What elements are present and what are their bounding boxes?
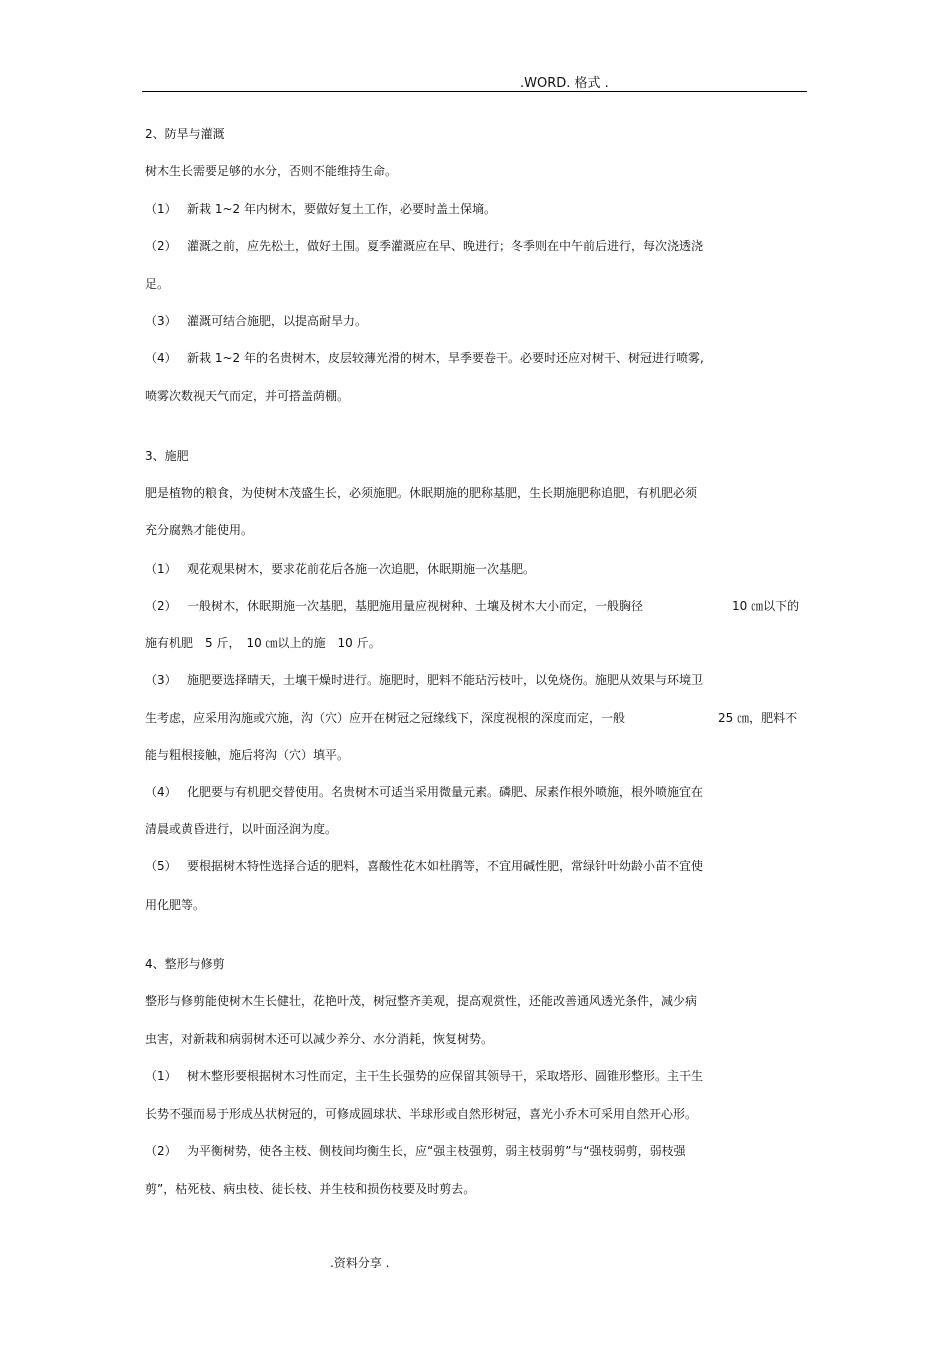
item-number: （2） [145, 599, 177, 613]
item-number: （1） [145, 1069, 177, 1083]
section-3-item-5-cont: 用化肥等。 [145, 898, 206, 912]
section-3-item-4-cont: 清晨或黄昏进行，以叶面泾润为度。 [145, 822, 338, 836]
item-number: （3） [145, 314, 177, 328]
item-number: （2） [145, 239, 177, 253]
page-footer: .资料分享 . [330, 1256, 390, 1270]
item-text: 灌溉之前，应先松土，做好土围。夏季灌溉应在早、晚进行；冬季则在中午前后进行，每次浇透浇 [187, 239, 704, 253]
section-2-title: 2、防旱与灌溉 [145, 127, 225, 141]
header-rule [142, 91, 807, 92]
section-3-intro-cont: 充分腐熟才能使用。 [145, 523, 254, 537]
section-2-item-2 [145, 238, 703, 254]
section-4-intro: 整形与修剪能使树木生长健壮，花艳叶茂，树冠整齐美观，提高观赏性，还能改善通风透光条件，减少病 [145, 994, 698, 1008]
item-text: 为平衡树势，使各主枝、侧枝间均衡生长，应“强主枝强剪，弱主枝弱剪”与“强枝弱剪，弱枝强 [187, 1144, 686, 1158]
section-3-intro: 肥是植物的粮食，为使树木茂盛生长，必须施肥。休眠期施的肥称基肥，生长期施肥称追肥，有机肥必须 [145, 486, 698, 500]
section-3-item-5 [145, 858, 703, 874]
item-number: （4） [145, 351, 177, 365]
item-text: 一般树木，休眠期施一次基肥，基肥施用量应视树种、土壤及树木大小而定，一般胸径 [187, 599, 644, 613]
section-3-item-3-right: 25 ㎝，肥料不 [718, 711, 798, 725]
item-number: （5） [145, 859, 177, 873]
item-text: 新栽 1~2 年的名贵树木，皮层较薄光滑的树木，旱季要卷干。必要时还应对树干、树冠进行喷雾, [187, 351, 704, 365]
item-text: 化肥要与有机肥交替使用。名贵树木可适当采用微量元素。磷肥、尿素作根外喷施，根外喷施宜在 [187, 785, 704, 799]
item-text: 观花观果树木，要求花前花后各施一次追肥，休眠期施一次基肥。 [187, 562, 536, 576]
section-3-title: 3、施肥 [145, 449, 189, 463]
item-number: （4） [145, 785, 177, 799]
section-3-item-3-cont2: 能与粗根接触，施后将沟（穴）填平。 [145, 748, 350, 762]
section-4-title: 4、整形与修剪 [145, 957, 225, 971]
section-3-item-3-cont: 生考虑，应采用沟施或穴施，沟（穴）应开在树冠之冠缘线下，深度视根的深度而定，一般 [145, 711, 626, 725]
item-text: 要根据树木特性选择合适的肥料，喜酸性花木如杜鹃等，不宜用碱性肥，常绿针叶幼龄小苗不宜使 [187, 859, 704, 873]
section-2-item-1 [145, 201, 496, 217]
page-header: .WORD. 格式 . [520, 76, 609, 91]
item-text: 新栽 1~2 年内树木，要做好复土工作，必要时盖土保墒。 [187, 202, 496, 216]
section-2-item-4 [145, 350, 704, 366]
section-2-intro: 树木生长需要足够的水分，否则不能维持生命。 [145, 164, 398, 178]
section-3-item-3 [145, 672, 703, 688]
item-number: （1） [145, 202, 177, 216]
section-2-item-4-cont: 喷雾次数视天气而定，并可搭盖荫棚。 [145, 389, 350, 403]
section-3-item-2-right: 10 ㎝以下的 [732, 599, 800, 613]
item-number: （1） [145, 562, 177, 576]
section-3-item-1 [145, 561, 535, 577]
section-4-intro-cont: 虫害，对新栽和病弱树木还可以减少养分、水分消耗，恢复树势。 [145, 1032, 494, 1046]
item-number: （2） [145, 1144, 177, 1158]
section-4-item-2 [145, 1143, 686, 1159]
item-text: 树木整形要根据树木习性而定，主干生长强势的应保留其领导干，采取塔形、圆锥形整形。主干生 [187, 1069, 704, 1083]
section-2-item-2-cont: 足。 [145, 277, 170, 291]
section-2-item-3 [145, 313, 367, 329]
item-number: （3） [145, 673, 177, 687]
section-4-item-1 [145, 1068, 703, 1084]
section-4-item-2-cont: 剪”，枯死枝、病虫枝、徒长枝、并生枝和损伤枝要及时剪去。 [145, 1182, 476, 1196]
section-4-item-1-cont: 长势不强而易于形成丛状树冠的，可修成圆球状、半球形或自然形树冠，喜光小乔木可采用自然开心形。 [145, 1107, 698, 1121]
section-3-item-2 [145, 598, 643, 614]
section-3-item-2-cont: 施有机肥 5 斤， 10 ㎝以上的施 10 斤。 [145, 636, 381, 650]
section-3-item-4 [145, 784, 703, 800]
item-text: 施肥要选择晴天，土壤干燥时进行。施肥时，肥料不能玷污枝叶，以免烧伤。施肥从效果与环境卫 [187, 673, 704, 687]
item-text: 灌溉可结合施肥，以提高耐旱力。 [187, 314, 368, 328]
